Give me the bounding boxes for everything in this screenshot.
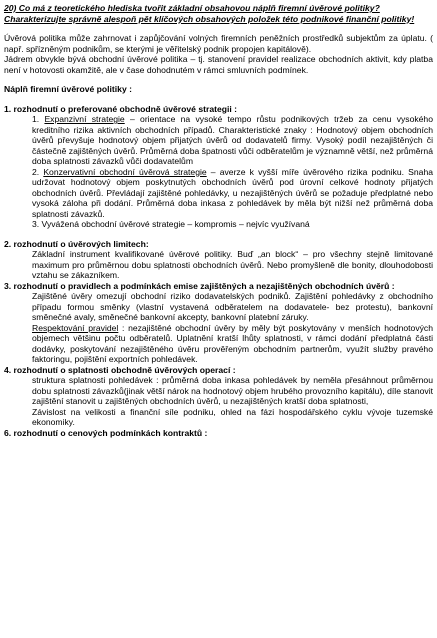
strategy-item-2: 2. Konzervativní obchodní úvěrová strategie – averze k vyšší míře úvěrového rizika podniku. Snaha udržovat hodnotový objem poskytnutých obchodních úvěrů pod úrovní celkové hodnoty přijatých obchodních úvěrů. Převládají zajištěné pohledávky, u nezajištěných úvěrů se požaduje předplatné nebo vysoká záloha při dodání. Průměrná doba inkasa z pohledávek by měla být nižší než průměrná doba splatnosti závazků. bbox=[32, 166, 434, 219]
intro-paragraph-2: Jádrem obvykle bývá obchodní úvěrové politika – tj. stanovení pravidel realizace obchodních aktivit, kdy platba není v hotovosti okamžitě, ale v čase dohodnutém v rámci smluvních podmínek. bbox=[4, 54, 433, 75]
section-3-heading: 3. rozhodnutí o pravidlech a podmínkách emise zajištěných a nezajištěných obchodních úvěrů : bbox=[4, 280, 395, 291]
section-3-label: Respektování pravidel bbox=[32, 322, 119, 333]
section-3-paragraph-1: Zajištěné úvěry omezují obchodní riziko dodavatelských podniků. Zajištění pohledávky z obchodního případu formou směnky (vlastní vystavená odběratelem na dodavatele- bez protestu), bankovní směnečné avaly, směnečné bankovní akcepty, bankovní platební záruky. bbox=[32, 291, 433, 322]
section-4-heading: 4. rozhodnutí o splatnosti obchodně úvěrových operací : bbox=[4, 364, 236, 375]
section-4-line-1: struktura splatnosti pohledávek : průměrná doba inkasa pohledávek by neměla přesáhnout průměrnou dobu splatnosti závazků(jinak větší nárok na hodnotový objem hrubého provozního kapitálu), díle stanovit zajištění stanovit u zajištěných obchodních úvěrů, u nezajištěných kratší doba splatnosti, bbox=[32, 375, 433, 406]
section-6-heading: 6. rozhodnutí o cenových podmínkách kontraktů : bbox=[4, 427, 208, 438]
intro-paragraph-1: Úvěrová politika může zahrnovat i zapůjčování volných firemních peněžních prostředků subjektům za úplatu. ( např. spřízněným podnikům, se kterými je věřitelský podnik propojen kapitálově). bbox=[4, 33, 433, 54]
strategy-item-1-label: Expanzivní strategie bbox=[44, 114, 125, 124]
strategy-item-2-label: Konzervativní obchodní úvěrová strategie bbox=[43, 166, 207, 177]
section-3-paragraph-2: Respektování pravidel : nezajištěné obchodní úvěry by měly být poskytovány v menších hodnotových objemech většinu počtu odběratelů. Uplatnění kratší lhůty splatnosti, v rámci dodání předplatná části dodávky, poskytování nezajištěného úvěru prověřeným obchodním partnerům, využít služby pravého faktoringu, pojištění exportních pohledávek. bbox=[32, 322, 434, 364]
section-1-heading: 1. rozhodnutí o preferované obchodně úvěrové strategii : bbox=[4, 103, 238, 114]
section-4-line-2: Závislost na velikosti a finanční síle podniku, ohled na fázi hospodářského cyklu vývoje tuzemské ekonomiky. bbox=[32, 406, 433, 427]
question-title: 20) Co má z teoretického hlediska tvořit základní obsahovou náplň firemní úvěrové politiky? Charakterizujte správně alespoň pět klíčových obsahových položek této podnikové finanční politiky! bbox=[4, 3, 415, 24]
strategy-item-1: 1. Expanzivní strategie – orientace na vysoké tempo růstu podnikových tržeb za cenu vysokého kreditního rizika aktivních obchodních případů. Charakteristické znaky : Hodnotový objem obchodních úvěrů převyšuje hodnotový objem přijatých úvěrů od dodavatelů firmy. Vysoký podíl nezajištěných či částečně zajištěných úvěrů. Průměrná doba špatnosti vůči odběratelům je významně větší, než průměrná doba splatnosti závazků vůči dodavatelům bbox=[32, 114, 433, 166]
strategy-item-3: 3. Vyvážená obchodní úvěrové strategie – kompromis – nejvíc využívaná bbox=[32, 219, 310, 229]
section-title: Náplň firemní úvěrové politiky : bbox=[4, 84, 132, 94]
section-2-heading: 2. rozhodnutí o úvěrových limitech: bbox=[4, 238, 149, 249]
section-2-text: Základní instrument kvalifikované úvěrové politiky. Buď „an block“ – pro všechny stejně limitované maximum pro průměrnou dobu splatnosti obchodních úvěrů. Nebo promyšleně dle bonity, dlouhodobosti vztahu se zákazníkem. bbox=[32, 249, 433, 280]
